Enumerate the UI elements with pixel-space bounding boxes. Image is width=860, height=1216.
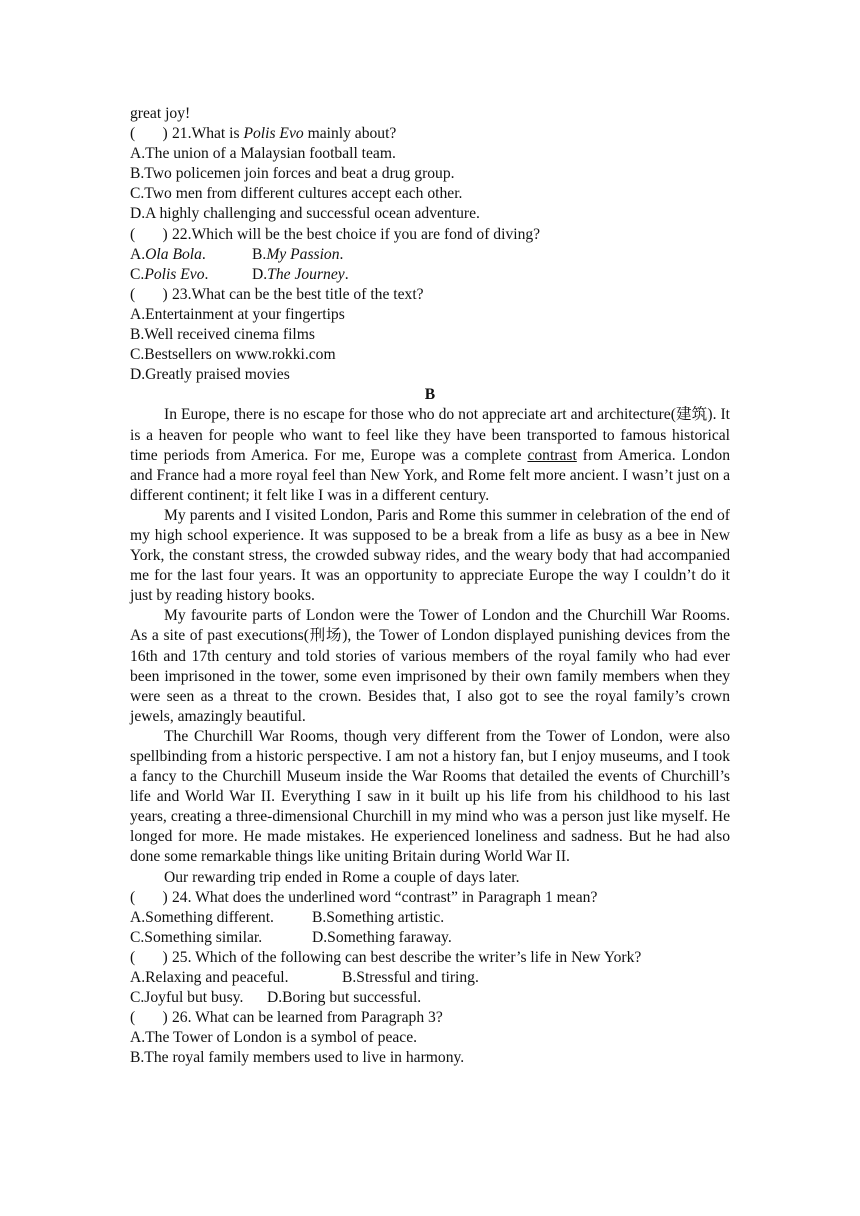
- option: D.The Journey.: [252, 265, 349, 283]
- option: D.Greatly praised movies: [130, 366, 290, 384]
- question-24: [130, 888, 730, 908]
- option: D.A highly challenging and successful ocean adventure.: [130, 205, 480, 223]
- question-text: 24. What does the underlined word “contrast” in Paragraph 1 mean?: [172, 888, 598, 906]
- option: A.Ola Bola.: [130, 245, 206, 263]
- question-text: Which will be the best choice if you are fond of diving?: [191, 225, 541, 243]
- answer-blank: ( ): [130, 1009, 168, 1027]
- question-25: [130, 948, 730, 968]
- answer-blank: ( ): [130, 888, 168, 906]
- question-text: 25. Which of the following can best describe the writer’s life in New York?: [172, 948, 642, 966]
- option: A.The union of a Malaysian football team.: [130, 145, 396, 163]
- option-row: [130, 928, 730, 948]
- option-row: [130, 245, 730, 265]
- option: C.Something similar.: [130, 928, 263, 946]
- option: A.Entertainment at your fingertips: [130, 305, 345, 323]
- option: A.The Tower of London is a symbol of peace.: [130, 1029, 418, 1047]
- option: C.Polis Evo.: [130, 265, 209, 283]
- option: B.Something artistic.: [312, 908, 445, 926]
- option: B.Two policemen join forces and beat a drug group.: [130, 165, 455, 183]
- option: D.Something faraway.: [312, 928, 452, 946]
- question-21: [130, 124, 730, 144]
- intro-tail: great joy!: [130, 105, 191, 122]
- option-row: [130, 908, 730, 928]
- paragraph-5: Our rewarding trip ended in Rome a couple of days later.: [164, 868, 520, 886]
- section-heading: B: [424, 386, 436, 404]
- option: B.My Passion.: [252, 245, 344, 263]
- paragraph-1: In Europe, there is no escape for those who do not appreciate art and architecture(建筑). It is a heaven for people who want to feel like they have been transported to famous historical time periods from America. For me, Europe was a complete contrast from America. London and France had a more royal feel than New York, and Rome felt more ancient. I wasn’t just on a different continent; it felt like I was in a different century.: [130, 406, 730, 504]
- option: C.Joyful but busy.: [130, 989, 244, 1007]
- question-26: [130, 1008, 730, 1028]
- answer-blank: ( ): [130, 285, 168, 303]
- option: A.Relaxing and peaceful.: [130, 969, 289, 987]
- option: D.Boring but successful.: [267, 989, 422, 1007]
- option-row: [130, 988, 730, 1008]
- paragraph-4: The Churchill War Rooms, though very different from the Tower of London, were also spellbinding from a historic perspective. I am not a history fan, but I enjoy museums, and I took a fancy to the Churchill Museum inside the War Rooms that detailed the events of Churchill’s life and World War II. Everything I saw in it built up his life from his childhood to his last years, creating a three-dimensional Churchill in my mind who was a person just like myself. He longed for more. He made mistakes. He experienced loneliness and sadness. But he had also done some remarkable things like uniting Britain during World War II.: [130, 727, 730, 866]
- answer-blank: ( ): [130, 225, 168, 243]
- option: C.Bestsellers on www.rokki.com: [130, 346, 336, 364]
- option: C.Two men from different cultures accept each other.: [130, 185, 463, 203]
- paragraph-3: My favourite parts of London were the Tower of London and the Churchill War Rooms. As a site of past executions(刑场), the Tower of London displayed punishing devices from the 16th and 17th century and told stories of various members of the royal family who had ever been imprisoned in the tower, some even imprisoned by their own family members when they were seen as a threat to the crown. Besides that, I also got to see the royal family’s crown jewels, amazingly beautiful.: [130, 607, 730, 725]
- option: A.Something different.: [130, 908, 274, 926]
- question-text: 26. What can be learned from Paragraph 3?: [172, 1009, 443, 1027]
- option: B.Well received cinema films: [130, 326, 315, 344]
- question-text: What is: [191, 125, 244, 143]
- film-title: Polis Evo: [243, 125, 304, 143]
- option-row: [130, 265, 730, 285]
- question-23: [130, 285, 730, 305]
- paragraph-2: My parents and I visited London, Paris and Rome this summer in celebration of the end of my high school experience. It was supposed to be a break from a life as busy as a bee in New York, the constant stress, the crowded subway rides, and the weary body that had accompanied me for the last four years. It was an opportunity to appreciate Europe the way I couldn’t do it just by reading history books.: [130, 506, 730, 605]
- option: B.Stressful and tiring.: [342, 969, 479, 987]
- question-text: mainly about?: [303, 125, 397, 143]
- option: B.The royal family members used to live in harmony.: [130, 1049, 465, 1067]
- answer-blank: ( ): [130, 125, 168, 143]
- question-number: 23.: [172, 285, 192, 303]
- answer-blank: ( ): [130, 948, 168, 966]
- underlined-word: contrast: [527, 446, 577, 464]
- question-number: 21.: [172, 125, 192, 143]
- question-22: [130, 225, 730, 245]
- question-number: 22.: [172, 225, 192, 243]
- option-row: [130, 968, 730, 988]
- document-page: [130, 104, 730, 1069]
- question-text: What can be the best title of the text?: [191, 285, 424, 303]
